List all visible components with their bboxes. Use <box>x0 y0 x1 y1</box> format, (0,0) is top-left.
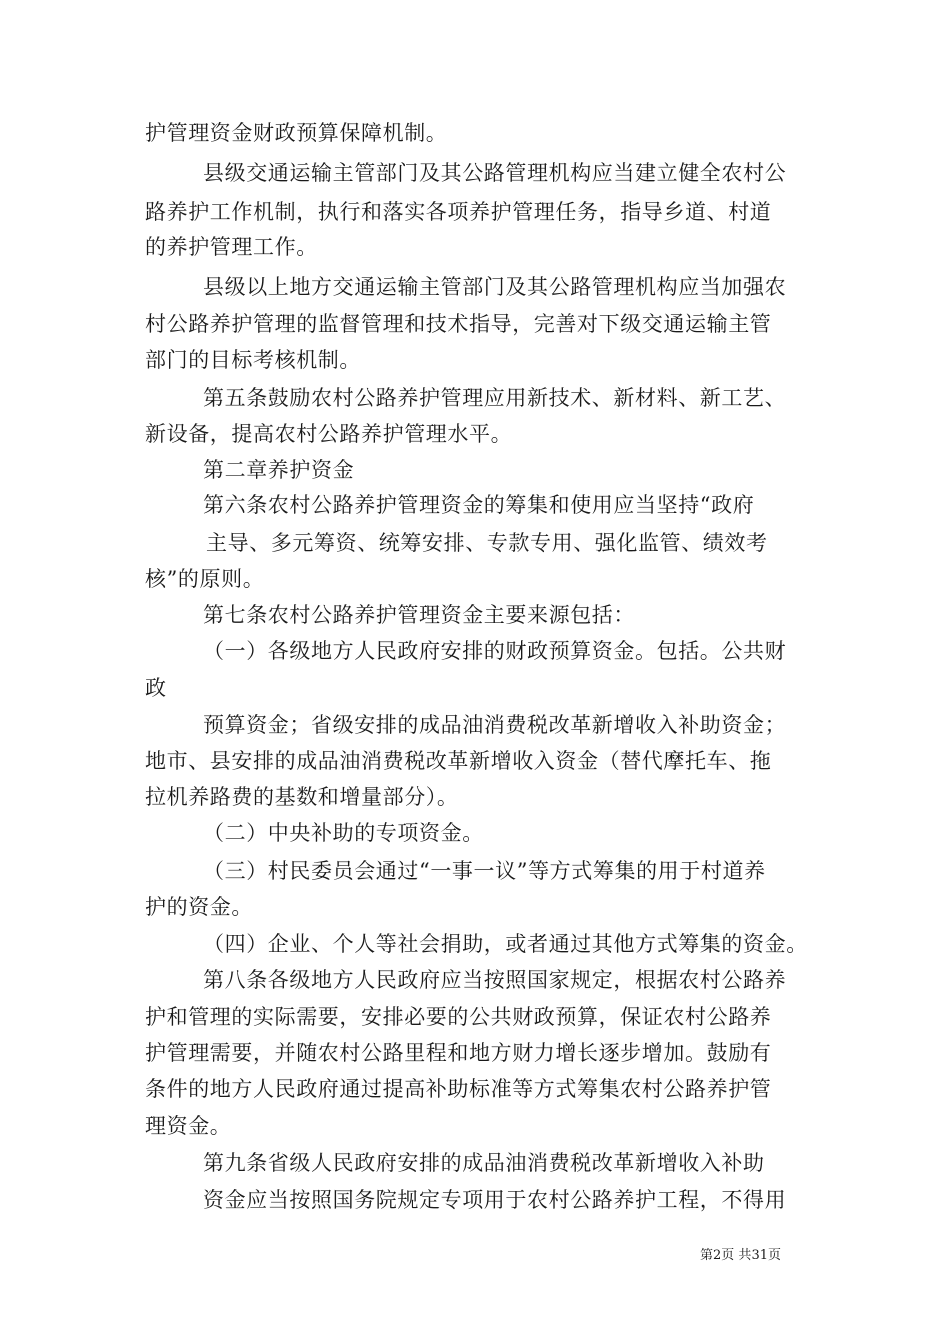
text-line-2: 县级交通运输主管部门及其公路管理机构应当建立健全农村公 <box>203 161 787 185</box>
text-line-18: 地市、县安排的成品油消费税改革新增收入资金（替代摩托车、拖 <box>145 749 772 773</box>
text-line-9: 新设备，提高农村公路养护管理水平。 <box>145 422 513 446</box>
text-line-3: 路养护工作机制，执行和落实各项养护管理任务，指导乡道、村道 <box>145 200 772 224</box>
footer-middle: 页 共 <box>721 1248 752 1263</box>
text-line-21: （三）村民委员会通过“一事一议”等方式筹集的用于村道养 <box>203 859 766 883</box>
text-line-12: 主导、多元筹资、统筹安排、专款专用、强化监管、绩效考 <box>206 531 768 555</box>
current-page-number: 2 <box>713 1248 722 1263</box>
text-line-4: 的养护管理工作。 <box>145 235 318 259</box>
text-line-8: 第五条鼓励农村公路养护管理应用新技术、新材料、新工艺、 <box>203 386 787 410</box>
text-line-7: 部门的目标考核机制。 <box>145 348 361 372</box>
text-line-5: 县级以上地方交通运输主管部门及其公路管理机构应当加强农 <box>203 275 787 299</box>
text-line-15: （一）各级地方人民政府安排的财政预算资金。包括。公共财 <box>203 639 787 663</box>
footer-suffix: 页 <box>767 1248 781 1263</box>
text-line-27: 条件的地方人民政府通过提高补助标准等方式筹集农村公路养护管 <box>145 1077 772 1101</box>
text-line-17: 预算资金；省级安排的成品油消费税改革新增收入补助资金； <box>203 713 787 737</box>
text-line-29: 第九条省级人民政府安排的成品油消费税改革新增收入补助 <box>203 1151 765 1175</box>
text-line-11: 第六条农村公路养护管理资金的筹集和使用应当坚持“政府 <box>203 493 755 517</box>
text-line-19: 拉机养路费的基数和增量部分）。 <box>145 785 459 809</box>
text-line-22: 护的资金。 <box>145 895 253 919</box>
footer-prefix: 第 <box>700 1248 714 1263</box>
text-line-30: 资金应当按照国务院规定专项用于农村公路养护工程，不得用 <box>203 1188 787 1212</box>
text-line-16: 政 <box>145 676 167 700</box>
text-line-1: 护管理资金财政预算保障机制。 <box>145 121 448 145</box>
text-line-28: 理资金。 <box>145 1114 232 1138</box>
text-line-23: （四）企业、个人等社会捐助，或者通过其他方式筹集的资金。 <box>203 932 808 956</box>
text-line-20: （二）中央补助的专项资金。 <box>203 821 484 845</box>
total-pages-number: 31 <box>751 1248 768 1263</box>
text-line-14: 第七条农村公路养护管理资金主要来源包括： <box>203 603 635 627</box>
text-line-6: 村公路养护管理的监督管理和技术指导，完善对下级交通运输主管 <box>145 312 772 336</box>
text-line-26: 护管理需要，并随农村公路里程和地方财力增长逐步增加。鼓励有 <box>145 1041 772 1065</box>
page-footer <box>700 1247 820 1265</box>
chapter-heading: 第二章养护资金 <box>203 458 355 482</box>
text-line-24: 第八条各级地方人民政府应当按照国家规定，根据农村公路养 <box>203 968 787 992</box>
text-line-25: 护和管理的实际需要，安排必要的公共财政预算，保证农村公路养 <box>145 1005 772 1029</box>
text-line-13: 核”的原则。 <box>145 567 265 591</box>
